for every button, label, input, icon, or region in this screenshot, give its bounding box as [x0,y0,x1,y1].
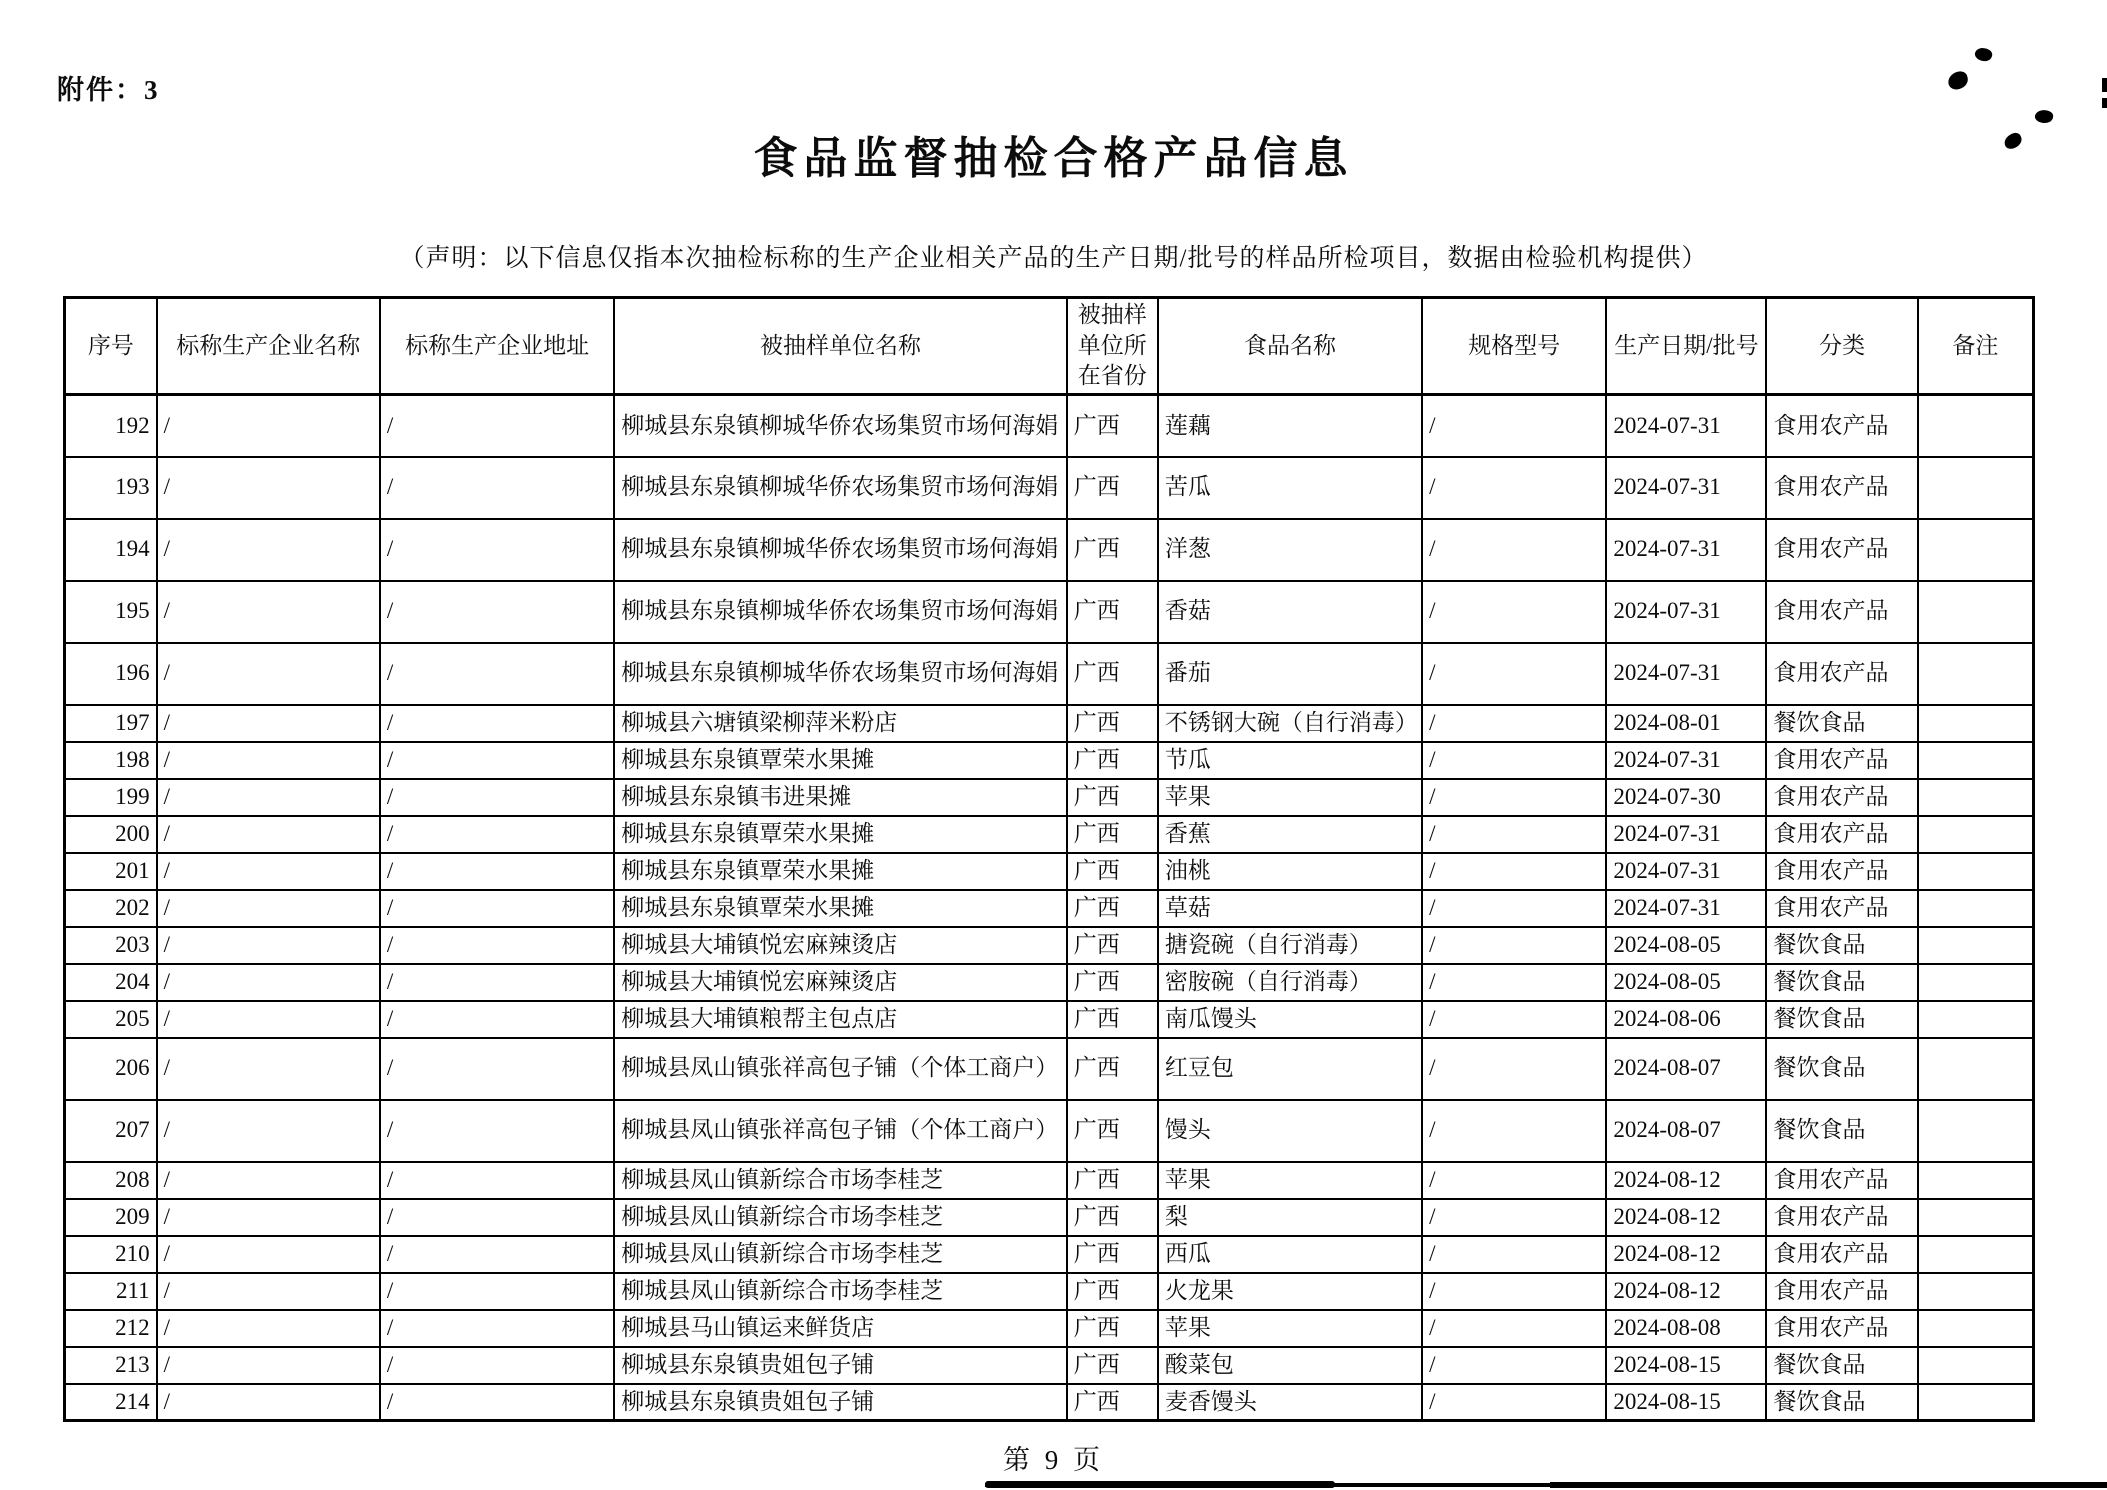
cell-food-name: 苦瓜 [1158,457,1422,519]
column-header-producer-address: 标称生产企业地址 [380,298,614,395]
cell-producer-address: / [380,1100,614,1162]
cell-spec: / [1422,581,1606,643]
cell-producer-name: / [157,1038,380,1100]
cell-food-name: 草菇 [1158,890,1422,927]
cell-spec: / [1422,890,1606,927]
scan-edge-mark [2102,78,2107,92]
table-header [65,298,2034,395]
cell-producer-name: / [157,1384,380,1421]
cell-province: 广西 [1067,1001,1158,1038]
cell-date: 2024-07-31 [1606,853,1766,890]
cell-producer-name: / [157,853,380,890]
table-body [65,395,2034,1421]
cell-unit-name: 柳城县东泉镇贵姐包子铺 [614,1384,1066,1421]
cell-producer-address: / [380,1038,614,1100]
cell-remark [1918,457,2034,519]
table-row [65,853,2034,890]
cell-province: 广西 [1067,581,1158,643]
cell-food-name: 火龙果 [1158,1273,1422,1310]
cell-category: 食用农产品 [1766,1310,1917,1347]
cell-spec: / [1422,1236,1606,1273]
table-row [65,1347,2034,1384]
cell-date: 2024-08-08 [1606,1310,1766,1347]
cell-producer-name: / [157,1347,380,1384]
cell-province: 广西 [1067,1236,1158,1273]
table-row [65,816,2034,853]
cell-date: 2024-08-07 [1606,1038,1766,1100]
cell-unit-name: 柳城县六塘镇梁柳萍米粉店 [614,705,1066,742]
cell-date: 2024-07-31 [1606,519,1766,581]
table-row [65,643,2034,705]
cell-province: 广西 [1067,853,1158,890]
cell-food-name: 苹果 [1158,1162,1422,1199]
cell-unit-name: 柳城县东泉镇柳城华侨农场集贸市场何海娟 [614,395,1066,457]
cell-food-name: 麦香馒头 [1158,1384,1422,1421]
cell-unit-name: 柳城县凤山镇新综合市场李桂芝 [614,1162,1066,1199]
cell-producer-address: / [380,457,614,519]
cell-date: 2024-07-31 [1606,457,1766,519]
ink-speck [1973,45,1993,63]
cell-seq: 195 [65,581,157,643]
cell-food-name: 不锈钢大碗（自行消毒） [1158,705,1422,742]
cell-food-name: 馒头 [1158,1100,1422,1162]
cell-unit-name: 柳城县东泉镇韦进果摊 [614,779,1066,816]
cell-spec: / [1422,1199,1606,1236]
cell-unit-name: 柳城县东泉镇柳城华侨农场集贸市场何海娟 [614,643,1066,705]
cell-date: 2024-07-31 [1606,581,1766,643]
cell-producer-address: / [380,1162,614,1199]
column-header-category: 分类 [1766,298,1917,395]
cell-category: 食用农产品 [1766,779,1917,816]
cell-category: 餐饮食品 [1766,1001,1917,1038]
cell-spec: / [1422,705,1606,742]
cell-producer-name: / [157,395,380,457]
column-header-date: 生产日期/批号 [1606,298,1766,395]
cell-province: 广西 [1067,816,1158,853]
cell-producer-address: / [380,927,614,964]
table-row [65,1001,2034,1038]
cell-seq: 206 [65,1038,157,1100]
cell-producer-name: / [157,1001,380,1038]
cell-producer-address: / [380,1236,614,1273]
cell-category: 食用农产品 [1766,643,1917,705]
cell-food-name: 油桃 [1158,853,1422,890]
cell-seq: 200 [65,816,157,853]
cell-unit-name: 柳城县马山镇运来鲜货店 [614,1310,1066,1347]
cell-seq: 213 [65,1347,157,1384]
cell-remark [1918,927,2034,964]
cell-producer-name: / [157,890,380,927]
cell-seq: 201 [65,853,157,890]
cell-seq: 212 [65,1310,157,1347]
cell-producer-name: / [157,1100,380,1162]
table-row [65,779,2034,816]
cell-unit-name: 柳城县东泉镇柳城华侨农场集贸市场何海娟 [614,457,1066,519]
cell-unit-name: 柳城县大埔镇悦宏麻辣烫店 [614,964,1066,1001]
cell-category: 餐饮食品 [1766,1038,1917,1100]
cell-province: 广西 [1067,395,1158,457]
cell-date: 2024-08-12 [1606,1273,1766,1310]
column-header-seq: 序号 [65,298,157,395]
cell-producer-name: / [157,705,380,742]
cell-producer-name: / [157,927,380,964]
cell-producer-name: / [157,519,380,581]
table-row [65,519,2034,581]
cell-province: 广西 [1067,705,1158,742]
cell-producer-address: / [380,643,614,705]
cell-spec: / [1422,1347,1606,1384]
cell-province: 广西 [1067,457,1158,519]
column-header-unit-name: 被抽样单位名称 [614,298,1066,395]
cell-date: 2024-08-07 [1606,1100,1766,1162]
cell-category: 食用农产品 [1766,1162,1917,1199]
cell-seq: 202 [65,890,157,927]
cell-province: 广西 [1067,779,1158,816]
table-row [65,1199,2034,1236]
column-header-province: 被抽样单位所在省份 [1067,298,1158,395]
cell-date: 2024-08-01 [1606,705,1766,742]
cell-province: 广西 [1067,1199,1158,1236]
attachment-label: 附件：3 [57,75,160,105]
cell-spec: / [1422,779,1606,816]
cell-seq: 207 [65,1100,157,1162]
cell-producer-address: / [380,1273,614,1310]
cell-category: 食用农产品 [1766,742,1917,779]
table-row [65,1273,2034,1310]
cell-remark [1918,1347,2034,1384]
cell-producer-name: / [157,1310,380,1347]
cell-date: 2024-07-31 [1606,742,1766,779]
cell-province: 广西 [1067,1162,1158,1199]
cell-seq: 193 [65,457,157,519]
cell-seq: 197 [65,705,157,742]
cell-producer-name: / [157,742,380,779]
cell-spec: / [1422,1384,1606,1421]
cell-unit-name: 柳城县东泉镇覃荣水果摊 [614,742,1066,779]
table-row [65,1162,2034,1199]
cell-seq: 210 [65,1236,157,1273]
cell-producer-address: / [380,519,614,581]
cell-remark [1918,964,2034,1001]
scan-bottom-streak [1550,1482,2107,1488]
table-row [65,1384,2034,1421]
table-row [65,964,2034,1001]
cell-remark [1918,816,2034,853]
cell-producer-name: / [157,457,380,519]
cell-date: 2024-08-05 [1606,927,1766,964]
declaration-note: （声明：以下信息仅指本次抽检标称的生产企业相关产品的生产日期/批号的样品所检项目，数据由检验机构提供） [399,245,1708,272]
cell-category: 餐饮食品 [1766,1347,1917,1384]
cell-producer-address: / [380,395,614,457]
cell-food-name: 红豆包 [1158,1038,1422,1100]
cell-producer-name: / [157,1273,380,1310]
cell-category: 餐饮食品 [1766,705,1917,742]
cell-seq: 204 [65,964,157,1001]
cell-category: 食用农产品 [1766,1199,1917,1236]
cell-category: 食用农产品 [1766,457,1917,519]
table-row [65,1038,2034,1100]
cell-seq: 214 [65,1384,157,1421]
cell-remark [1918,1310,2034,1347]
cell-spec: / [1422,964,1606,1001]
cell-remark [1918,1162,2034,1199]
table-row [65,581,2034,643]
cell-date: 2024-08-12 [1606,1162,1766,1199]
cell-producer-address: / [380,1347,614,1384]
cell-seq: 205 [65,1001,157,1038]
cell-spec: / [1422,1038,1606,1100]
cell-unit-name: 柳城县凤山镇张祥高包子铺（个体工商户） [614,1038,1066,1100]
cell-province: 广西 [1067,519,1158,581]
cell-unit-name: 柳城县凤山镇新综合市场李桂芝 [614,1199,1066,1236]
cell-unit-name: 柳城县凤山镇张祥高包子铺（个体工商户） [614,1100,1066,1162]
cell-producer-name: / [157,816,380,853]
cell-producer-address: / [380,581,614,643]
cell-spec: / [1422,519,1606,581]
cell-unit-name: 柳城县凤山镇新综合市场李桂芝 [614,1236,1066,1273]
cell-unit-name: 柳城县东泉镇贵姐包子铺 [614,1347,1066,1384]
table-row [65,742,2034,779]
cell-spec: / [1422,457,1606,519]
cell-date: 2024-07-31 [1606,890,1766,927]
page-number: 第 9 页 [1003,1445,1104,1475]
cell-remark [1918,1100,2034,1162]
table-row [65,890,2034,927]
cell-province: 广西 [1067,1384,1158,1421]
cell-remark [1918,1199,2034,1236]
cell-spec: / [1422,1162,1606,1199]
cell-food-name: 番茄 [1158,643,1422,705]
cell-seq: 199 [65,779,157,816]
cell-unit-name: 柳城县东泉镇柳城华侨农场集贸市场何海娟 [614,519,1066,581]
cell-food-name: 酸菜包 [1158,1347,1422,1384]
cell-unit-name: 柳城县大埔镇粮帮主包点店 [614,1001,1066,1038]
cell-province: 广西 [1067,890,1158,927]
cell-province: 广西 [1067,742,1158,779]
cell-remark [1918,1236,2034,1273]
table-row [65,1310,2034,1347]
cell-seq: 192 [65,395,157,457]
column-header-spec: 规格型号 [1422,298,1606,395]
cell-remark [1918,1273,2034,1310]
cell-spec: / [1422,1001,1606,1038]
inspection-results-table [63,296,2035,1422]
cell-food-name: 密胺碗（自行消毒） [1158,964,1422,1001]
cell-remark [1918,1001,2034,1038]
cell-remark [1918,742,2034,779]
cell-date: 2024-08-12 [1606,1199,1766,1236]
cell-spec: / [1422,927,1606,964]
cell-food-name: 节瓜 [1158,742,1422,779]
cell-remark [1918,779,2034,816]
cell-category: 餐饮食品 [1766,964,1917,1001]
cell-producer-address: / [380,1310,614,1347]
cell-province: 广西 [1067,1310,1158,1347]
cell-producer-name: / [157,964,380,1001]
table-row [65,457,2034,519]
cell-remark [1918,890,2034,927]
cell-date: 2024-07-31 [1606,395,1766,457]
cell-unit-name: 柳城县大埔镇悦宏麻辣烫店 [614,927,1066,964]
cell-unit-name: 柳城县东泉镇覃荣水果摊 [614,890,1066,927]
cell-province: 广西 [1067,1038,1158,1100]
cell-food-name: 西瓜 [1158,1236,1422,1273]
cell-remark [1918,705,2034,742]
cell-producer-name: / [157,779,380,816]
cell-producer-name: / [157,1236,380,1273]
cell-province: 广西 [1067,1347,1158,1384]
column-header-producer-name: 标称生产企业名称 [157,298,380,395]
cell-seq: 194 [65,519,157,581]
ink-speck [1946,70,1970,92]
cell-producer-address: / [380,964,614,1001]
cell-category: 餐饮食品 [1766,1384,1917,1421]
cell-food-name: 香蕉 [1158,816,1422,853]
column-header-food-name: 食品名称 [1158,298,1422,395]
cell-remark [1918,643,2034,705]
cell-producer-name: / [157,1199,380,1236]
cell-date: 2024-07-31 [1606,643,1766,705]
cell-remark [1918,581,2034,643]
table-row [65,1100,2034,1162]
cell-category: 食用农产品 [1766,1273,1917,1310]
cell-food-name: 南瓜馒头 [1158,1001,1422,1038]
cell-producer-name: / [157,1162,380,1199]
cell-food-name: 洋葱 [1158,519,1422,581]
cell-province: 广西 [1067,927,1158,964]
cell-producer-address: / [380,853,614,890]
cell-remark [1918,1038,2034,1100]
cell-food-name: 苹果 [1158,1310,1422,1347]
cell-producer-address: / [380,1001,614,1038]
cell-spec: / [1422,1310,1606,1347]
cell-category: 食用农产品 [1766,816,1917,853]
cell-remark [1918,1384,2034,1421]
cell-date: 2024-07-30 [1606,779,1766,816]
cell-category: 餐饮食品 [1766,1100,1917,1162]
cell-date: 2024-08-12 [1606,1236,1766,1273]
cell-producer-address: / [380,816,614,853]
cell-producer-address: / [380,890,614,927]
cell-province: 广西 [1067,964,1158,1001]
cell-unit-name: 柳城县东泉镇覃荣水果摊 [614,853,1066,890]
cell-food-name: 苹果 [1158,779,1422,816]
cell-remark [1918,853,2034,890]
cell-producer-address: / [380,1384,614,1421]
table-row [65,395,2034,457]
cell-date: 2024-07-31 [1606,816,1766,853]
scan-edge-mark [2102,98,2107,108]
cell-date: 2024-08-06 [1606,1001,1766,1038]
table-header-row [65,298,2034,395]
cell-producer-address: / [380,705,614,742]
cell-category: 食用农产品 [1766,581,1917,643]
cell-producer-name: / [157,643,380,705]
cell-seq: 196 [65,643,157,705]
cell-food-name: 莲藕 [1158,395,1422,457]
cell-spec: / [1422,1273,1606,1310]
cell-province: 广西 [1067,1100,1158,1162]
cell-seq: 208 [65,1162,157,1199]
cell-food-name: 香菇 [1158,581,1422,643]
cell-remark [1918,519,2034,581]
cell-spec: / [1422,643,1606,705]
cell-seq: 209 [65,1199,157,1236]
cell-date: 2024-08-15 [1606,1347,1766,1384]
cell-spec: / [1422,742,1606,779]
table-row [65,927,2034,964]
cell-spec: / [1422,395,1606,457]
column-header-remark: 备注 [1918,298,2034,395]
cell-category: 餐饮食品 [1766,927,1917,964]
cell-spec: / [1422,1100,1606,1162]
cell-province: 广西 [1067,1273,1158,1310]
cell-province: 广西 [1067,643,1158,705]
cell-category: 食用农产品 [1766,1236,1917,1273]
cell-producer-address: / [380,779,614,816]
cell-unit-name: 柳城县东泉镇柳城华侨农场集贸市场何海娟 [614,581,1066,643]
cell-category: 食用农产品 [1766,519,1917,581]
table-row [65,1236,2034,1273]
cell-unit-name: 柳城县凤山镇新综合市场李桂芝 [614,1273,1066,1310]
cell-seq: 211 [65,1273,157,1310]
scan-bottom-streak [985,1481,1335,1488]
cell-date: 2024-08-05 [1606,964,1766,1001]
cell-remark [1918,395,2034,457]
cell-date: 2024-08-15 [1606,1384,1766,1421]
cell-food-name: 梨 [1158,1199,1422,1236]
cell-spec: / [1422,816,1606,853]
cell-producer-address: / [380,742,614,779]
page-title: 食品监督抽检合格产品信息 [753,134,1354,183]
cell-category: 食用农产品 [1766,853,1917,890]
cell-category: 食用农产品 [1766,395,1917,457]
table-row [65,705,2034,742]
cell-seq: 203 [65,927,157,964]
cell-spec: / [1422,853,1606,890]
cell-seq: 198 [65,742,157,779]
cell-producer-name: / [157,581,380,643]
cell-producer-address: / [380,1199,614,1236]
cell-food-name: 搪瓷碗（自行消毒） [1158,927,1422,964]
cell-unit-name: 柳城县东泉镇覃荣水果摊 [614,816,1066,853]
cell-category: 食用农产品 [1766,890,1917,927]
